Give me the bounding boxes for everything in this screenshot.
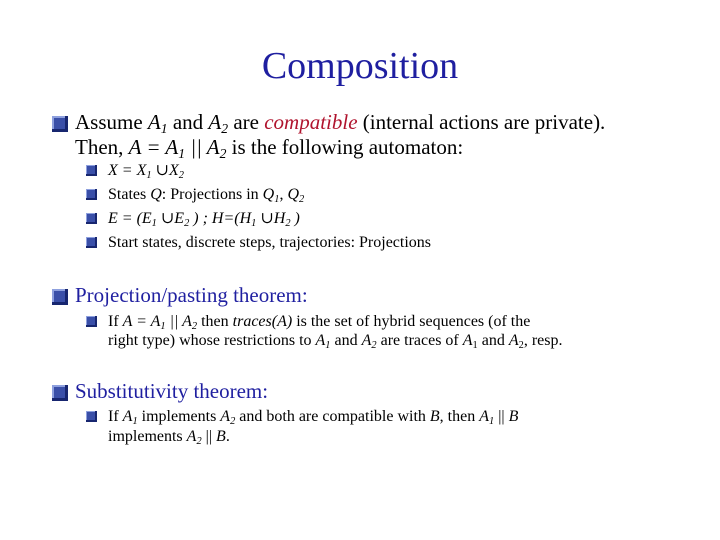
projection-body-line-2: right type) whose restrictions to $A_1$ and $A_2$ are traces of $A_1$ and $A_2$, resp.: [108, 332, 563, 352]
projection-heading: Projection/pasting theorem:: [75, 283, 308, 307]
sub-item-start-states: Start states, discrete steps, trajectories: Projections: [108, 234, 432, 251]
bullet-square-icon: [52, 116, 68, 132]
bullet-square-icon: [52, 289, 68, 305]
sub-bullet-icon: [86, 213, 97, 224]
sub-item-e-h: $E = (E_1$ $\cup E_2$ ) ; $H=(H_1$ $\cup H_2$ ): [108, 210, 300, 230]
projection-body-line-1: If $A = A_1$ || $A_2$ then traces(A) is the set of hybrid sequences (of the: [108, 313, 531, 333]
sub-bullet-icon: [86, 411, 97, 422]
sub-bullet-icon: [86, 165, 97, 176]
compatible-term: compatible: [264, 110, 358, 134]
sub-item-x: $X = X_1$ $\cup X_2$: [108, 162, 184, 182]
sub-bullet-icon: [86, 237, 97, 248]
sub-bullet-icon: [86, 189, 97, 200]
sub-item-states: States Q: Projections in $Q_1$, $Q_2$: [108, 186, 305, 206]
assume-line-1: Assume $A_1$ and $A_2$ are compatible (internal actions are private).: [75, 110, 606, 137]
substitutivity-heading: Substitutivity theorem:: [75, 379, 269, 403]
slide-title: Composition: [261, 45, 459, 87]
substitutivity-body-line-2: implements $A_2$ || B.: [108, 428, 230, 448]
assume-line-2: Then, $A = A_1$ || $A_2$ is the following automaton:: [75, 135, 464, 162]
bullet-square-icon: [52, 385, 68, 401]
substitutivity-body-line-1: If $A_1$ implements $A_2$ and both are compatible with B, then $A_1$ || B: [108, 408, 519, 428]
sub-bullet-icon: [86, 316, 97, 327]
